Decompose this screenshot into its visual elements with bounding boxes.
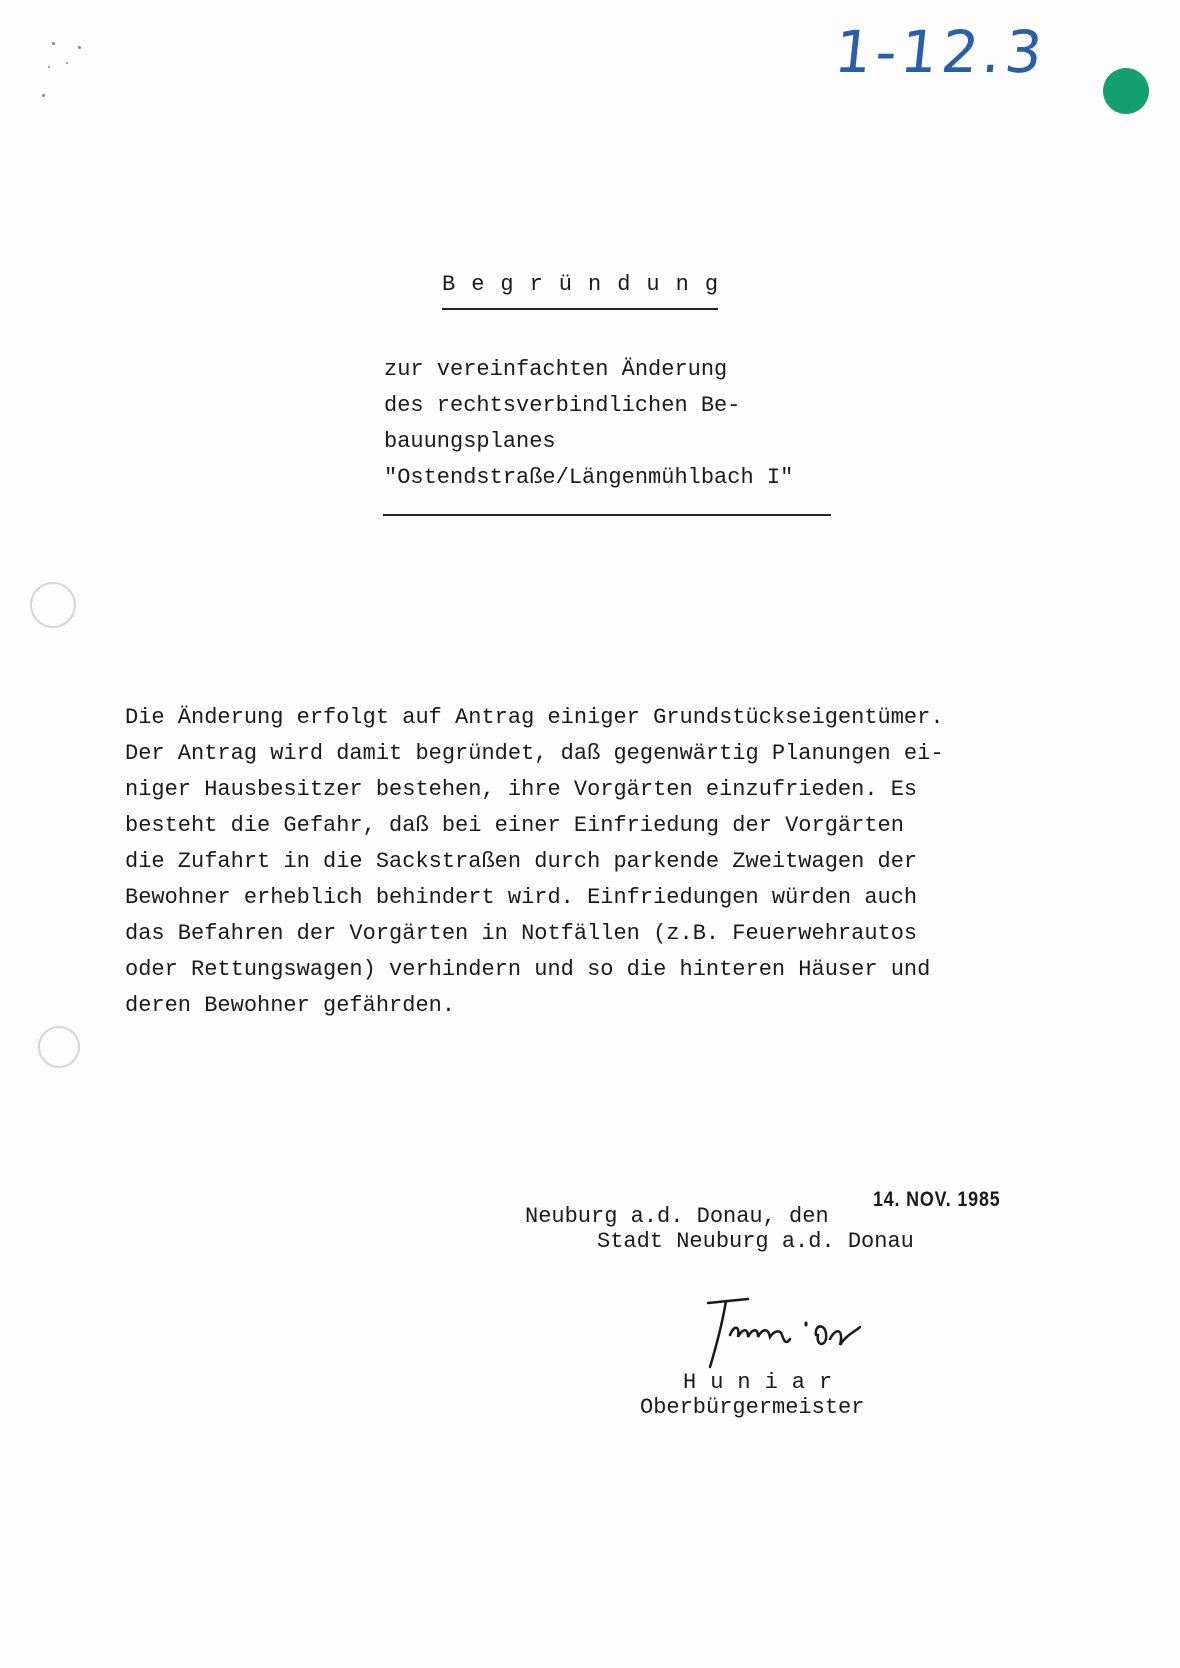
date-stamp: 14. NOV. 1985 xyxy=(873,1188,1001,1211)
subtitle-line: zur vereinfachten Änderung xyxy=(384,357,728,382)
scan-speck xyxy=(78,46,81,49)
scan-speck xyxy=(42,94,45,97)
handwritten-reference: 1-12.3 xyxy=(831,18,1050,86)
subtitle-underline xyxy=(383,514,831,516)
scan-speck xyxy=(52,42,55,45)
body-line: niger Hausbesitzer bestehen, ihre Vorgärten einzufrieden. Es xyxy=(125,777,918,802)
signer-name: Huniar xyxy=(683,1370,847,1395)
signer-role: Oberbürgermeister xyxy=(640,1395,865,1420)
city-line: Stadt Neuburg a.d. Donau xyxy=(597,1229,914,1254)
body-line: deren Bewohner gefährden. xyxy=(125,993,456,1018)
subtitle-line: "Ostendstraße/Längenmühlbach I" xyxy=(384,465,794,490)
handwritten-signature xyxy=(690,1295,890,1375)
place-line: Neuburg a.d. Donau, den xyxy=(525,1204,829,1229)
body-line: Der Antrag wird damit begründet, daß gegenwärtig Planungen ei- xyxy=(125,741,944,766)
punch-hole-mark xyxy=(30,582,76,628)
body-line: die Zufahrt in die Sackstraßen durch parkende Zweitwagen der xyxy=(125,849,918,874)
punch-hole-mark xyxy=(38,1026,80,1068)
body-line: besteht die Gefahr, daß bei einer Einfriedung der Vorgärten xyxy=(125,813,904,838)
subtitle-line: bauungsplanes xyxy=(384,429,556,454)
body-line: Die Änderung erfolgt auf Antrag einiger Grundstückseigentümer. xyxy=(125,705,944,730)
body-line: das Befahren der Vorgärten in Notfällen (z.B. Feuerwehrautos xyxy=(125,921,918,946)
body-line: Bewohner erheblich behindert wird. Einfriedungen würden auch xyxy=(125,885,918,910)
scan-speck xyxy=(48,66,50,68)
document-subtitle xyxy=(384,352,793,496)
subtitle-line: des rechtsverbindlichen Be- xyxy=(384,393,741,418)
green-marker-dot xyxy=(1103,68,1149,114)
body-line: oder Rettungswagen) verhindern und so die hinteren Häuser und xyxy=(125,957,931,982)
body-paragraph xyxy=(125,700,944,1024)
scan-speck xyxy=(66,62,68,64)
document-title: Begründung xyxy=(442,272,735,297)
title-underline xyxy=(442,308,718,310)
